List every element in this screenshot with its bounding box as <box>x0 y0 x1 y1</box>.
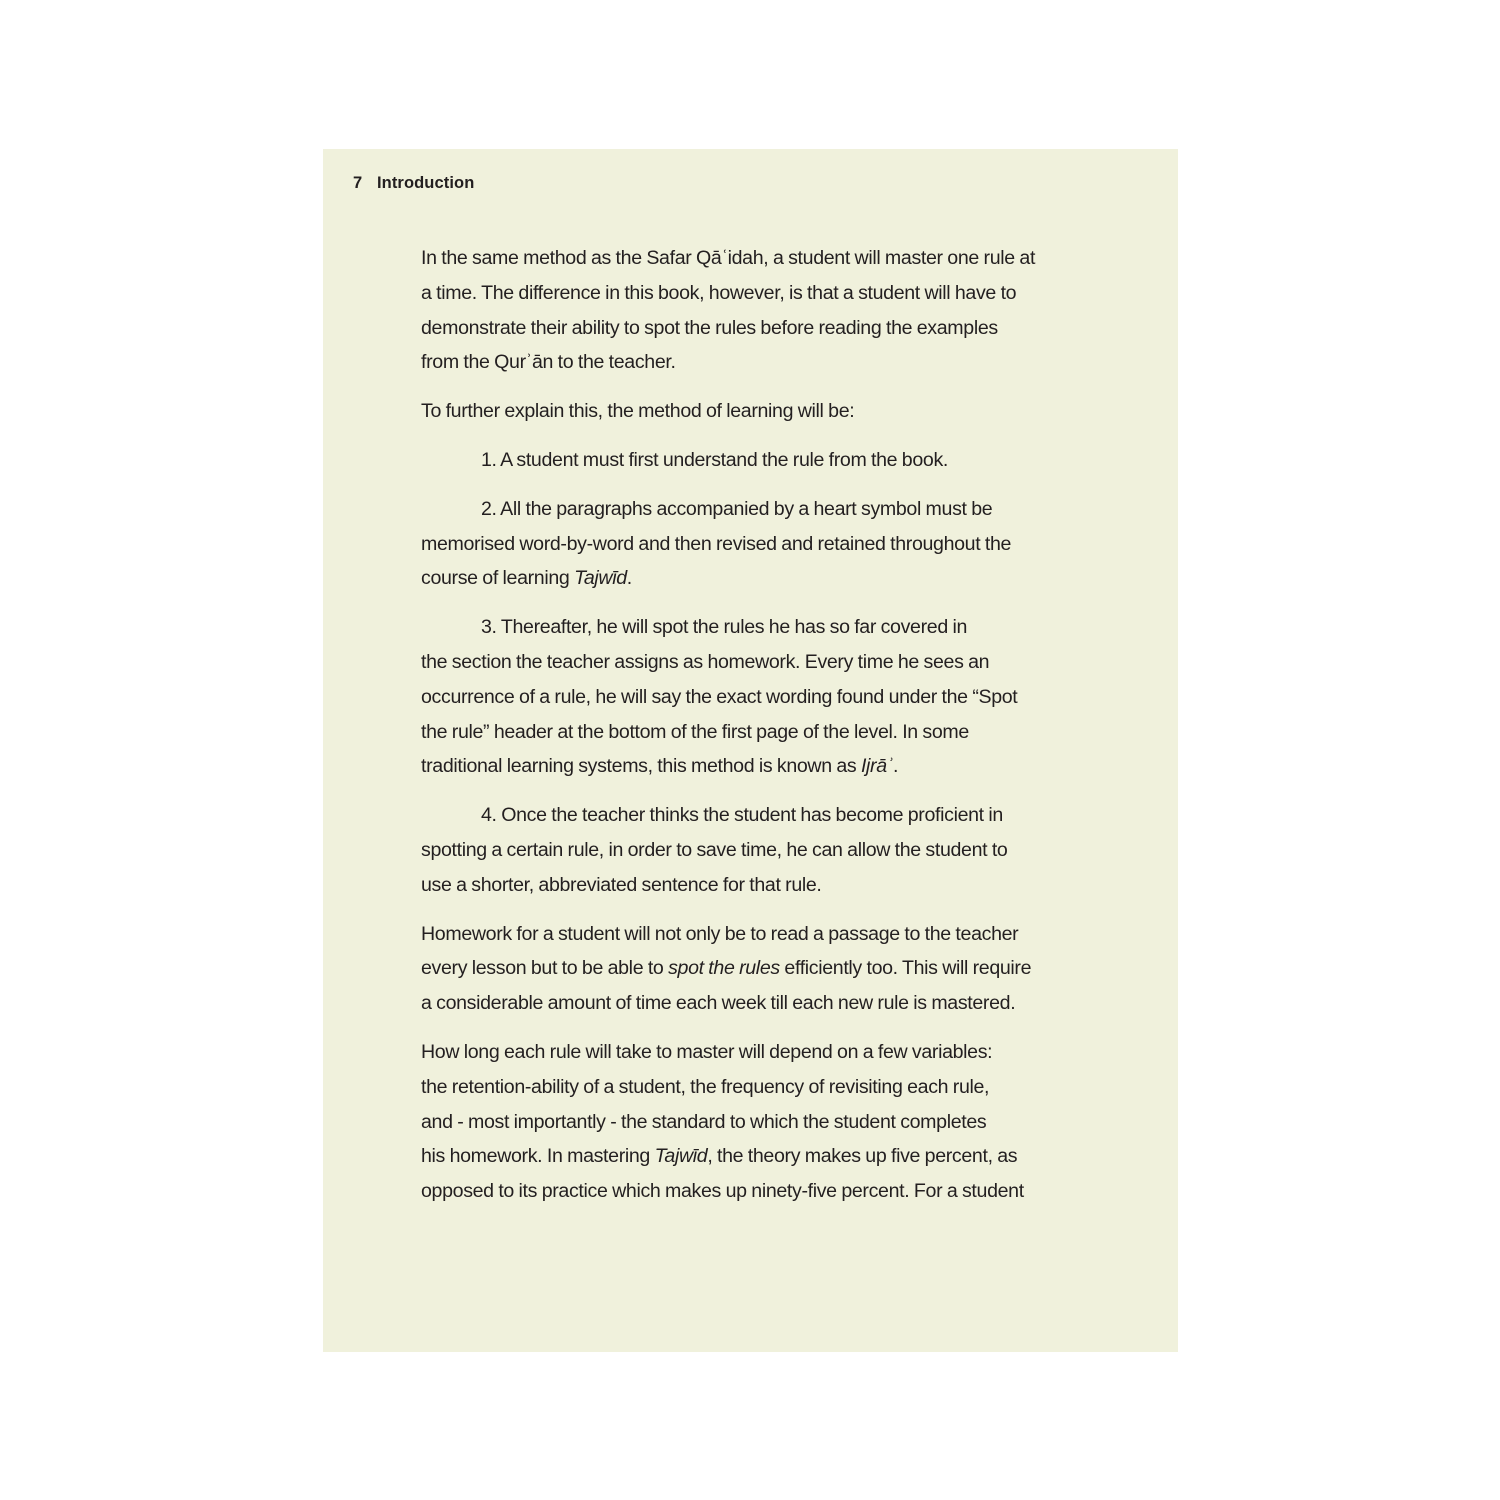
text-line: memorised word-by-word and then revised and retained throughout the <box>421 532 1012 555</box>
running-header <box>353 174 474 193</box>
text-fragment: , the theory makes up five percent, as <box>707 1145 1018 1168</box>
text-line: 2. All the paragraphs accompanied by a heart symbol must be <box>481 497 993 520</box>
text-line: Homework for a student will not only be to read a passage to the teacher <box>421 922 1019 945</box>
text-line: opposed to its practice which makes up ninety-five percent. For a student <box>421 1180 1024 1203</box>
text-line: To further explain this, the method of learning will be: <box>421 400 855 423</box>
text-line <box>421 1139 1081 1174</box>
text-line: occurrence of a rule, he will say the exact wording found under the “Spot <box>421 685 1018 708</box>
text-line: and - most importantly - the standard to which the student completes <box>421 1110 987 1133</box>
text-line: from the Qurʾān to the teacher. <box>421 351 676 374</box>
italic-term-tajwid: Tajwīd <box>654 1145 708 1168</box>
book-page <box>323 149 1178 1352</box>
text-fragment: . <box>892 755 899 778</box>
text-fragment: . <box>626 567 632 590</box>
text-line: How long each rule will take to master will depend on a few variables: <box>421 1040 993 1063</box>
italic-phrase-spot-the-rules: spot the rules <box>668 957 780 980</box>
text-line: use a shorter, abbreviated sentence for that rule. <box>421 873 822 896</box>
text-line: In the same method as the Safar Qāʿidah, a student will master one rule at <box>421 247 1036 269</box>
text-line: the section the teacher assigns as homework. Every time he sees an <box>421 650 990 673</box>
text-line: 3. Thereafter, he will spot the rules he has so far covered in <box>481 616 968 639</box>
text-line: the retention-ability of a student, the frequency of revisiting each rule, <box>421 1075 990 1098</box>
italic-term-tajwid: Tajwīd <box>574 567 627 590</box>
section-title: Introduction <box>376 174 475 192</box>
paragraph-method-lead <box>421 394 1081 429</box>
paragraph-mastery-duration <box>421 1035 1081 1209</box>
text-fragment: efficiently too. This will require <box>779 957 1032 980</box>
list-item-3 <box>421 610 1081 784</box>
text-fragment: every lesson but to be able to <box>421 957 669 980</box>
text-line: a time. The difference in this book, however, is that a student will have to <box>421 281 1017 304</box>
text-line: 4. Once the teacher thinks the student has become proficient in <box>481 804 1003 827</box>
text-line: spotting a certain rule, in order to save time, he can allow the student to <box>421 838 1008 861</box>
paragraph-intro <box>421 241 1081 380</box>
list-item-4 <box>421 798 1081 902</box>
text-line <box>421 951 1081 986</box>
text-line: traditional learning systems, this method is known as <box>421 755 861 778</box>
list-item-1 <box>421 443 1081 478</box>
text-line: demonstrate their ability to spot the rules before reading the examples <box>421 316 998 339</box>
text-line: 1. A student must first understand the rule from the book. <box>481 448 948 471</box>
italic-term-ijra: Ijrāʾ <box>860 755 893 778</box>
text-line: course of learning <box>421 567 575 590</box>
text-fragment: his homework. In mastering <box>421 1145 655 1168</box>
body-text <box>421 241 1081 1223</box>
page-number: 7 <box>353 174 363 192</box>
text-line: a considerable amount of time each week till each new rule is mastered. <box>421 992 1016 1015</box>
paragraph-homework <box>421 917 1081 1021</box>
list-item-2 <box>421 492 1081 596</box>
text-line: the rule” header at the bottom of the first page of the level. In some <box>421 720 969 743</box>
